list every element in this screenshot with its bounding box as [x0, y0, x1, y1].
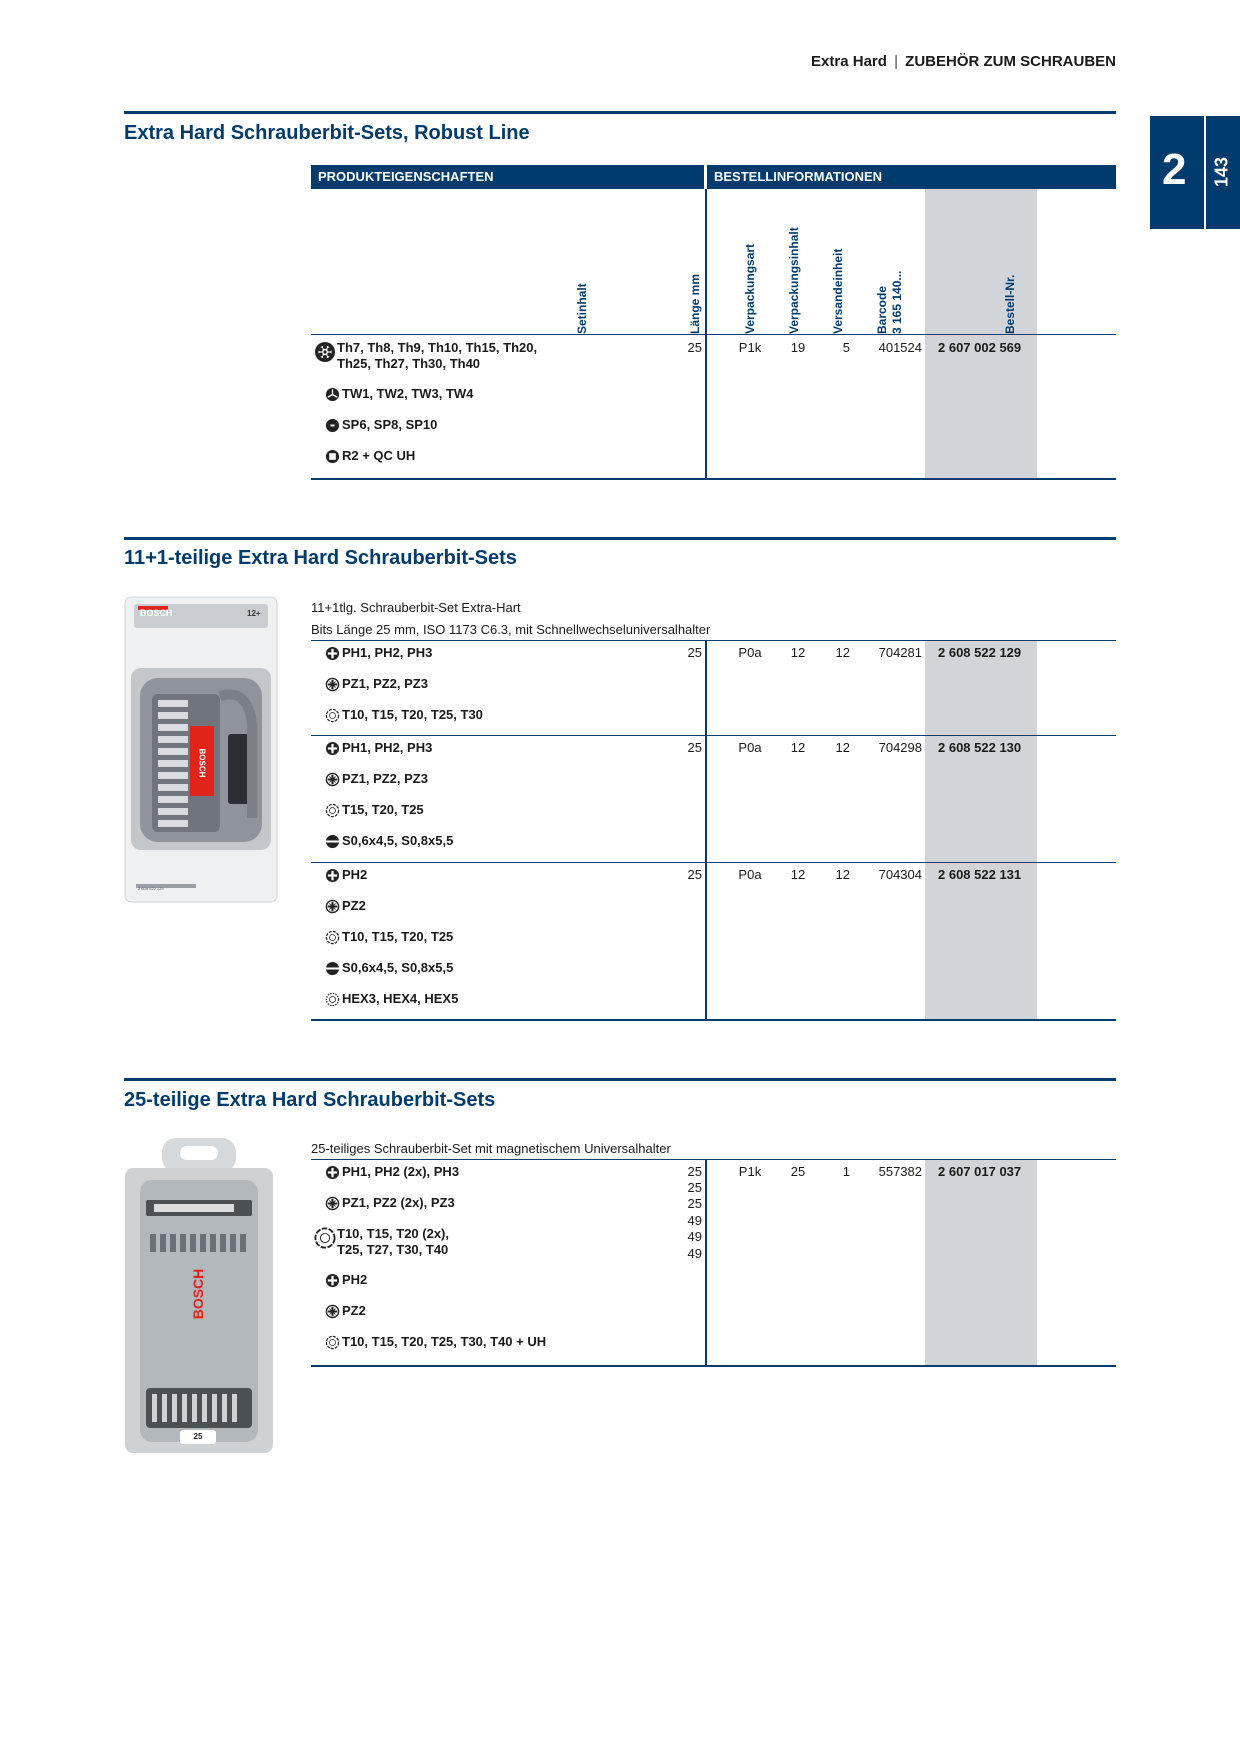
- list-item: [324, 676, 428, 692]
- phillips-icon: [324, 645, 340, 661]
- torx-large-icon: [314, 1227, 336, 1249]
- cell-verpackungsinhalt: 12: [790, 645, 806, 660]
- cell-versandeinheit: 12: [835, 740, 850, 755]
- column-header-row: [311, 189, 1116, 334]
- cell-barcode: 401524: [878, 340, 922, 355]
- phillips-icon: [324, 867, 340, 883]
- list-item: [324, 802, 424, 818]
- cell-barcode: 557382: [878, 1164, 922, 1179]
- section-2-title: 11+1-teilige Extra Hard Schrauberbit-Sets: [124, 547, 517, 569]
- list-item: [324, 929, 453, 945]
- list-item: [314, 340, 537, 372]
- list-item: [324, 1303, 366, 1319]
- setinhalt-text: PZ1, PZ2, PZ3: [342, 676, 428, 691]
- list-item: [324, 707, 483, 723]
- section-2-row-rule: [311, 862, 1116, 863]
- section-1-rule: [124, 111, 1116, 114]
- cell-verpackungsinhalt: 12: [790, 867, 806, 882]
- setinhalt-line: T25, T27, T30, T40: [337, 1242, 449, 1257]
- setinhalt-text: PZ1, PZ2, PZ3: [342, 771, 428, 786]
- setinhalt-text: S0,6x4,5, S0,8x5,5: [342, 960, 454, 975]
- cell-laenge: 25: [687, 1164, 702, 1179]
- package-badge: 12+: [247, 609, 261, 618]
- setinhalt-line: Th25, Th27, Th30, Th40: [337, 356, 481, 371]
- section-3-bottom-rule: [311, 1365, 1116, 1367]
- column-header-verpackungsart: Verpackungsart: [743, 243, 757, 334]
- slotted-icon: [324, 833, 340, 849]
- chapter-number: 2: [1162, 145, 1187, 194]
- list-item: [324, 1334, 546, 1350]
- setinhalt-text: TW1, TW2, TW3, TW4: [342, 386, 474, 401]
- pozidriv-icon: [324, 1303, 340, 1319]
- pozidriv-icon: [324, 898, 340, 914]
- case-brand: BOSCH: [197, 748, 207, 778]
- column-header-barcode-prefix: 3 165 140...: [890, 270, 904, 334]
- package-brand: BOSCH: [140, 608, 173, 618]
- torx-icon: [324, 929, 340, 945]
- cell-verpackungsinhalt: 19: [790, 340, 806, 355]
- page-number: 143: [1211, 156, 1232, 188]
- hex-icon: [324, 991, 340, 1007]
- section-2-bottom-rule: [311, 1019, 1116, 1021]
- cell-bestellnr: 2 608 522 131: [938, 867, 1022, 882]
- section-3-rule: [124, 1078, 1116, 1081]
- column-header-setinhalt: Setinhalt: [575, 283, 589, 334]
- setinhalt-line: Th7, Th8, Th9, Th10, Th15, Th20,: [337, 340, 538, 355]
- setinhalt-text: PZ2: [342, 898, 366, 913]
- section-1-title: Extra Hard Schrauberbit-Sets, Robust Line: [124, 122, 530, 144]
- setinhalt-text: T10, T15, T20, T25, T30, T40 + UH: [342, 1334, 547, 1349]
- cell-bestellnr: 2 608 522 129: [938, 645, 1022, 660]
- list-item: [324, 833, 453, 849]
- setinhalt-text: [337, 1226, 449, 1258]
- pozidriv-icon: [324, 771, 340, 787]
- tri-wing-icon: [324, 386, 340, 402]
- column-header-bestellnr: Bestell-Nr.: [1003, 274, 1017, 334]
- setinhalt-text: T10, T15, T20, T25: [342, 929, 454, 944]
- list-item: [324, 898, 366, 914]
- list-item: [324, 960, 453, 976]
- running-head-section: ZUBEHÖR ZUM SCHRAUBEN: [905, 53, 1116, 70]
- phillips-icon: [324, 1272, 340, 1288]
- setinhalt-text: PH1, PH2, PH3: [342, 645, 433, 660]
- slotted-icon: [324, 960, 340, 976]
- list-item: [324, 386, 473, 402]
- list-item: [324, 740, 432, 756]
- cell-barcode: 704298: [878, 740, 922, 755]
- cell-versandeinheit: 5: [842, 340, 850, 355]
- cell-verpackungsart: P1k: [738, 340, 762, 355]
- torx-icon: [324, 707, 340, 723]
- phillips-icon: [324, 740, 340, 756]
- setinhalt-text: PH1, PH2 (2x), PH3: [342, 1164, 460, 1179]
- cell-laenge: 25: [687, 740, 702, 755]
- list-item: [324, 1272, 367, 1288]
- cell-verpackungsart: P0a: [738, 740, 762, 755]
- pozidriv-icon: [324, 1195, 340, 1211]
- column-header-barcode: Barcode: [875, 285, 889, 334]
- cell-laenge: 25: [687, 645, 702, 660]
- torx-icon: [324, 802, 340, 818]
- cell-bestellnr: 2 608 522 130: [938, 740, 1022, 755]
- cell-barcode: 704304: [878, 867, 922, 882]
- package-badge: 25: [193, 1432, 203, 1441]
- list-item: [324, 867, 367, 883]
- setinhalt-text: PZ2: [342, 1303, 366, 1318]
- cell-versandeinheit: 1: [842, 1164, 850, 1179]
- cell-verpackungsart: P0a: [738, 867, 762, 882]
- column-header-verpackungsinhalt: Verpackungsinhalt: [787, 227, 801, 334]
- pozidriv-icon: [324, 676, 340, 692]
- chapter-tab: [1150, 116, 1240, 229]
- running-head-category: Extra Hard: [811, 53, 887, 70]
- setinhalt-text: [337, 340, 537, 372]
- cell-versandeinheit: 12: [835, 645, 850, 660]
- running-head-separator: |: [894, 53, 898, 70]
- setinhalt-text: S0,6x4,5, S0,8x5,5: [342, 833, 454, 848]
- section-3-column-divider: [705, 1160, 707, 1366]
- square-drive-icon: [324, 448, 340, 464]
- setinhalt-text: PH1, PH2, PH3: [342, 740, 433, 755]
- section-2-description: 11+1tlg. Schrauberbit-Set Extra-Hart: [311, 600, 521, 615]
- section-1-bottom-rule: [311, 478, 1116, 480]
- cell-verpackungsinhalt: 12: [790, 740, 806, 755]
- torx-plus-icon: [314, 341, 336, 363]
- section-3-description: 25-teiliges Schrauberbit-Set mit magnetischem Universalhalter: [311, 1141, 671, 1156]
- cell-laenge: 49: [687, 1229, 702, 1244]
- cell-laenge: 25: [687, 1196, 702, 1211]
- cell-laenge: 25: [687, 867, 702, 882]
- section-2-row-rule: [311, 735, 1116, 736]
- section-3-top-rule: [311, 1159, 1116, 1160]
- setinhalt-text: SP6, SP8, SP10: [342, 417, 438, 432]
- cell-bestellnr: 2 607 017 037: [938, 1164, 1022, 1179]
- section-2-column-divider: [705, 641, 707, 1020]
- setinhalt-line: T10, T15, T20 (2x),: [337, 1226, 449, 1241]
- list-item: [324, 645, 432, 661]
- section-1-header-rule: [311, 334, 1116, 335]
- running-head: [811, 53, 1116, 70]
- cell-verpackungsart: P0a: [738, 645, 762, 660]
- header-bestellinformationen: BESTELLINFORMATIONEN: [707, 165, 1116, 189]
- cell-versandeinheit: 12: [835, 867, 850, 882]
- list-item: [324, 1195, 455, 1211]
- product-image-set-25: [124, 1138, 274, 1453]
- setinhalt-text: T10, T15, T20, T25, T30: [342, 707, 483, 722]
- cell-verpackungsinhalt: 25: [790, 1164, 806, 1179]
- list-item: [324, 1164, 459, 1180]
- setinhalt-text: PH2: [342, 867, 368, 882]
- setinhalt-text: R2 + QC UH: [342, 448, 416, 463]
- list-item: [324, 417, 437, 433]
- section-2-description: Bits Länge 25 mm, ISO 1173 C6.3, mit Schnellwechseluniversalhalter: [311, 622, 711, 637]
- list-item: [324, 991, 458, 1007]
- section-2-top-rule: [311, 640, 1116, 641]
- list-item: [324, 771, 428, 787]
- cell-laenge: 25: [687, 1180, 702, 1195]
- chapter-tab-divider: [1204, 116, 1206, 229]
- cell-laenge: 49: [687, 1213, 702, 1228]
- column-header-versandeinheit: Versandeinheit: [831, 248, 845, 334]
- header-produkteigenschaften: PRODUKTEIGENSCHAFTEN: [311, 165, 704, 189]
- section-2-rule: [124, 537, 1116, 540]
- case-brand: BOSCH: [190, 1268, 206, 1320]
- spanner-icon: [324, 417, 340, 433]
- list-item: [324, 448, 415, 464]
- cell-laenge: 25: [687, 340, 702, 355]
- setinhalt-text: PH2: [342, 1272, 368, 1287]
- setinhalt-text: T15, T20, T25: [342, 802, 424, 817]
- setinhalt-text: PZ1, PZ2 (2x), PZ3: [342, 1195, 455, 1210]
- cell-bestellnr: 2 607 002 569: [938, 340, 1022, 355]
- torx-icon: [324, 1334, 340, 1350]
- section-2-bestellnr-column-shade: [925, 641, 1037, 1020]
- setinhalt-text: HEX3, HEX4, HEX5: [342, 991, 459, 1006]
- cell-barcode: 704281: [878, 645, 922, 660]
- cell-laenge: 49: [687, 1246, 702, 1261]
- list-item: [314, 1226, 449, 1258]
- section-3-title: 25-teilige Extra Hard Schrauberbit-Sets: [124, 1089, 496, 1111]
- cell-verpackungsart: P1k: [738, 1164, 762, 1179]
- column-header-laenge: Länge mm: [688, 273, 702, 334]
- section-3-bestellnr-column-shade: [925, 1160, 1037, 1366]
- product-image-set-12: [124, 596, 278, 903]
- package-article-no: 2 608 522 129: [138, 886, 164, 891]
- phillips-icon: [324, 1164, 340, 1180]
